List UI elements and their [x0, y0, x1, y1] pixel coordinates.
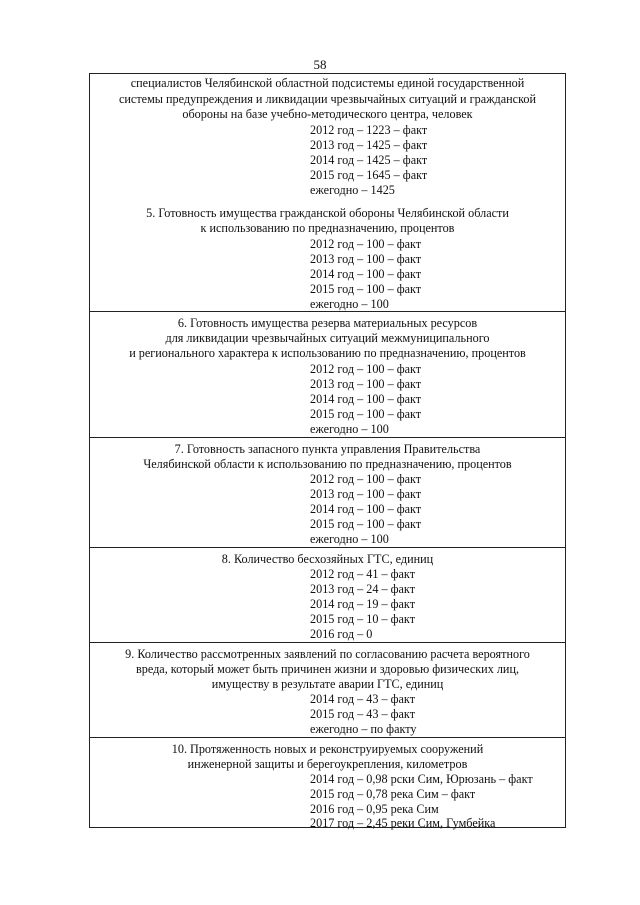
section-title-line: системы предупреждения и ликвидации чрезвычайных ситуаций и гражданской [119, 92, 536, 106]
value-line: 2012 год – 1223 – факт [310, 123, 428, 137]
value-line: ежегодно – 100 [310, 532, 389, 546]
value-line: 2016 год – 0 [310, 627, 373, 641]
value-line: 2014 год – 43 – факт [310, 692, 416, 706]
section-5 [90, 201, 565, 311]
page-number: 58 [313, 57, 327, 72]
value-line: 2015 год – 100 – факт [310, 517, 422, 531]
value-line: 2015 год – 100 – факт [310, 407, 422, 421]
value-line: 2015 год – 10 – факт [310, 612, 416, 626]
section-title-line: 8. Количество бесхозяйных ГТС, единиц [221, 552, 434, 566]
section-title-line: 5. Готовность имущества гражданской обороны Челябинской области [146, 206, 509, 220]
value-line: 2015 год – 0,78 река Сим – факт [310, 787, 476, 801]
value-line: 2014 год – 19 – факт [310, 597, 416, 611]
value-line: ежегодно – 100 [310, 422, 389, 436]
value-line: 2015 год – 100 – факт [310, 282, 422, 296]
value-line: 2013 год – 100 – факт [310, 377, 422, 391]
section-title-line: и регионального характера к использованию по предназначению, процентов [129, 346, 526, 360]
section-title-line: 9. Количество рассмотренных заявлений по согласованию расчета вероятного [125, 647, 530, 661]
section-title-line: Челябинской области к использованию по предназначению, процентов [143, 457, 512, 471]
section-title-line: инженерной защиты и берегоукрепления, километров [187, 757, 468, 771]
value-line: 2013 год – 100 – факт [310, 252, 422, 266]
section-title-line: обороны на базе учебно-методического центра, человек [182, 107, 473, 121]
value-line: 2012 год – 100 – факт [310, 472, 422, 486]
value-line: 2016 год – 0,95 река Сим [310, 802, 439, 816]
section-7 [90, 437, 565, 547]
value-line: 2014 год – 100 – факт [310, 392, 422, 406]
value-line: 2013 год – 100 – факт [310, 487, 422, 501]
value-line: 2012 год – 100 – факт [310, 362, 422, 376]
section-continuation [90, 74, 565, 199]
section-9 [90, 642, 565, 737]
value-line: ежегодно – 1425 [310, 183, 395, 197]
section-title-line: вреда, который может быть причинен жизни и здоровью физических лиц, [135, 662, 520, 676]
section-title-line: 7. Готовность запасного пункта управления Правительства [174, 442, 481, 456]
indicator-table [89, 73, 566, 828]
value-line: 2015 год – 1645 – факт [310, 168, 428, 182]
value-line: 2014 год – 0,98 рски Сим, Юрюзань – факт [310, 772, 533, 786]
value-line: ежегодно – 100 [310, 297, 389, 311]
value-line: 2012 год – 41 – факт [310, 567, 416, 581]
section-title-line: 10. Протяженность новых и реконструируемых сооружений [171, 742, 484, 756]
value-line: 2013 год – 24 – факт [310, 582, 416, 596]
section-title-line: специалистов Челябинской областной подсистемы единой государственной [130, 76, 525, 90]
section-8 [90, 547, 565, 642]
value-line: ежегодно – по факту [310, 722, 417, 736]
value-line: 2017 год – 2,45 реки Сим, Гумбейка [310, 816, 496, 830]
value-line: 2014 год – 1425 – факт [310, 153, 428, 167]
section-title-line: имуществу в результате аварии ГТС, единиц [211, 677, 444, 691]
section-10 [90, 737, 565, 829]
section-title-line: к использованию по предназначению, процентов [200, 221, 455, 235]
section-title-line: 6. Готовность имущества резерва материальных ресурсов [177, 316, 478, 330]
value-line: 2013 год – 1425 – факт [310, 138, 428, 152]
section-6 [90, 311, 565, 437]
value-line: 2014 год – 100 – факт [310, 267, 422, 281]
value-line: 2014 год – 100 – факт [310, 502, 422, 516]
value-line: 2012 год – 100 – факт [310, 237, 422, 251]
value-line: 2015 год – 43 – факт [310, 707, 416, 721]
section-title-line: для ликвидации чрезвычайных ситуаций межмуниципального [165, 331, 490, 345]
